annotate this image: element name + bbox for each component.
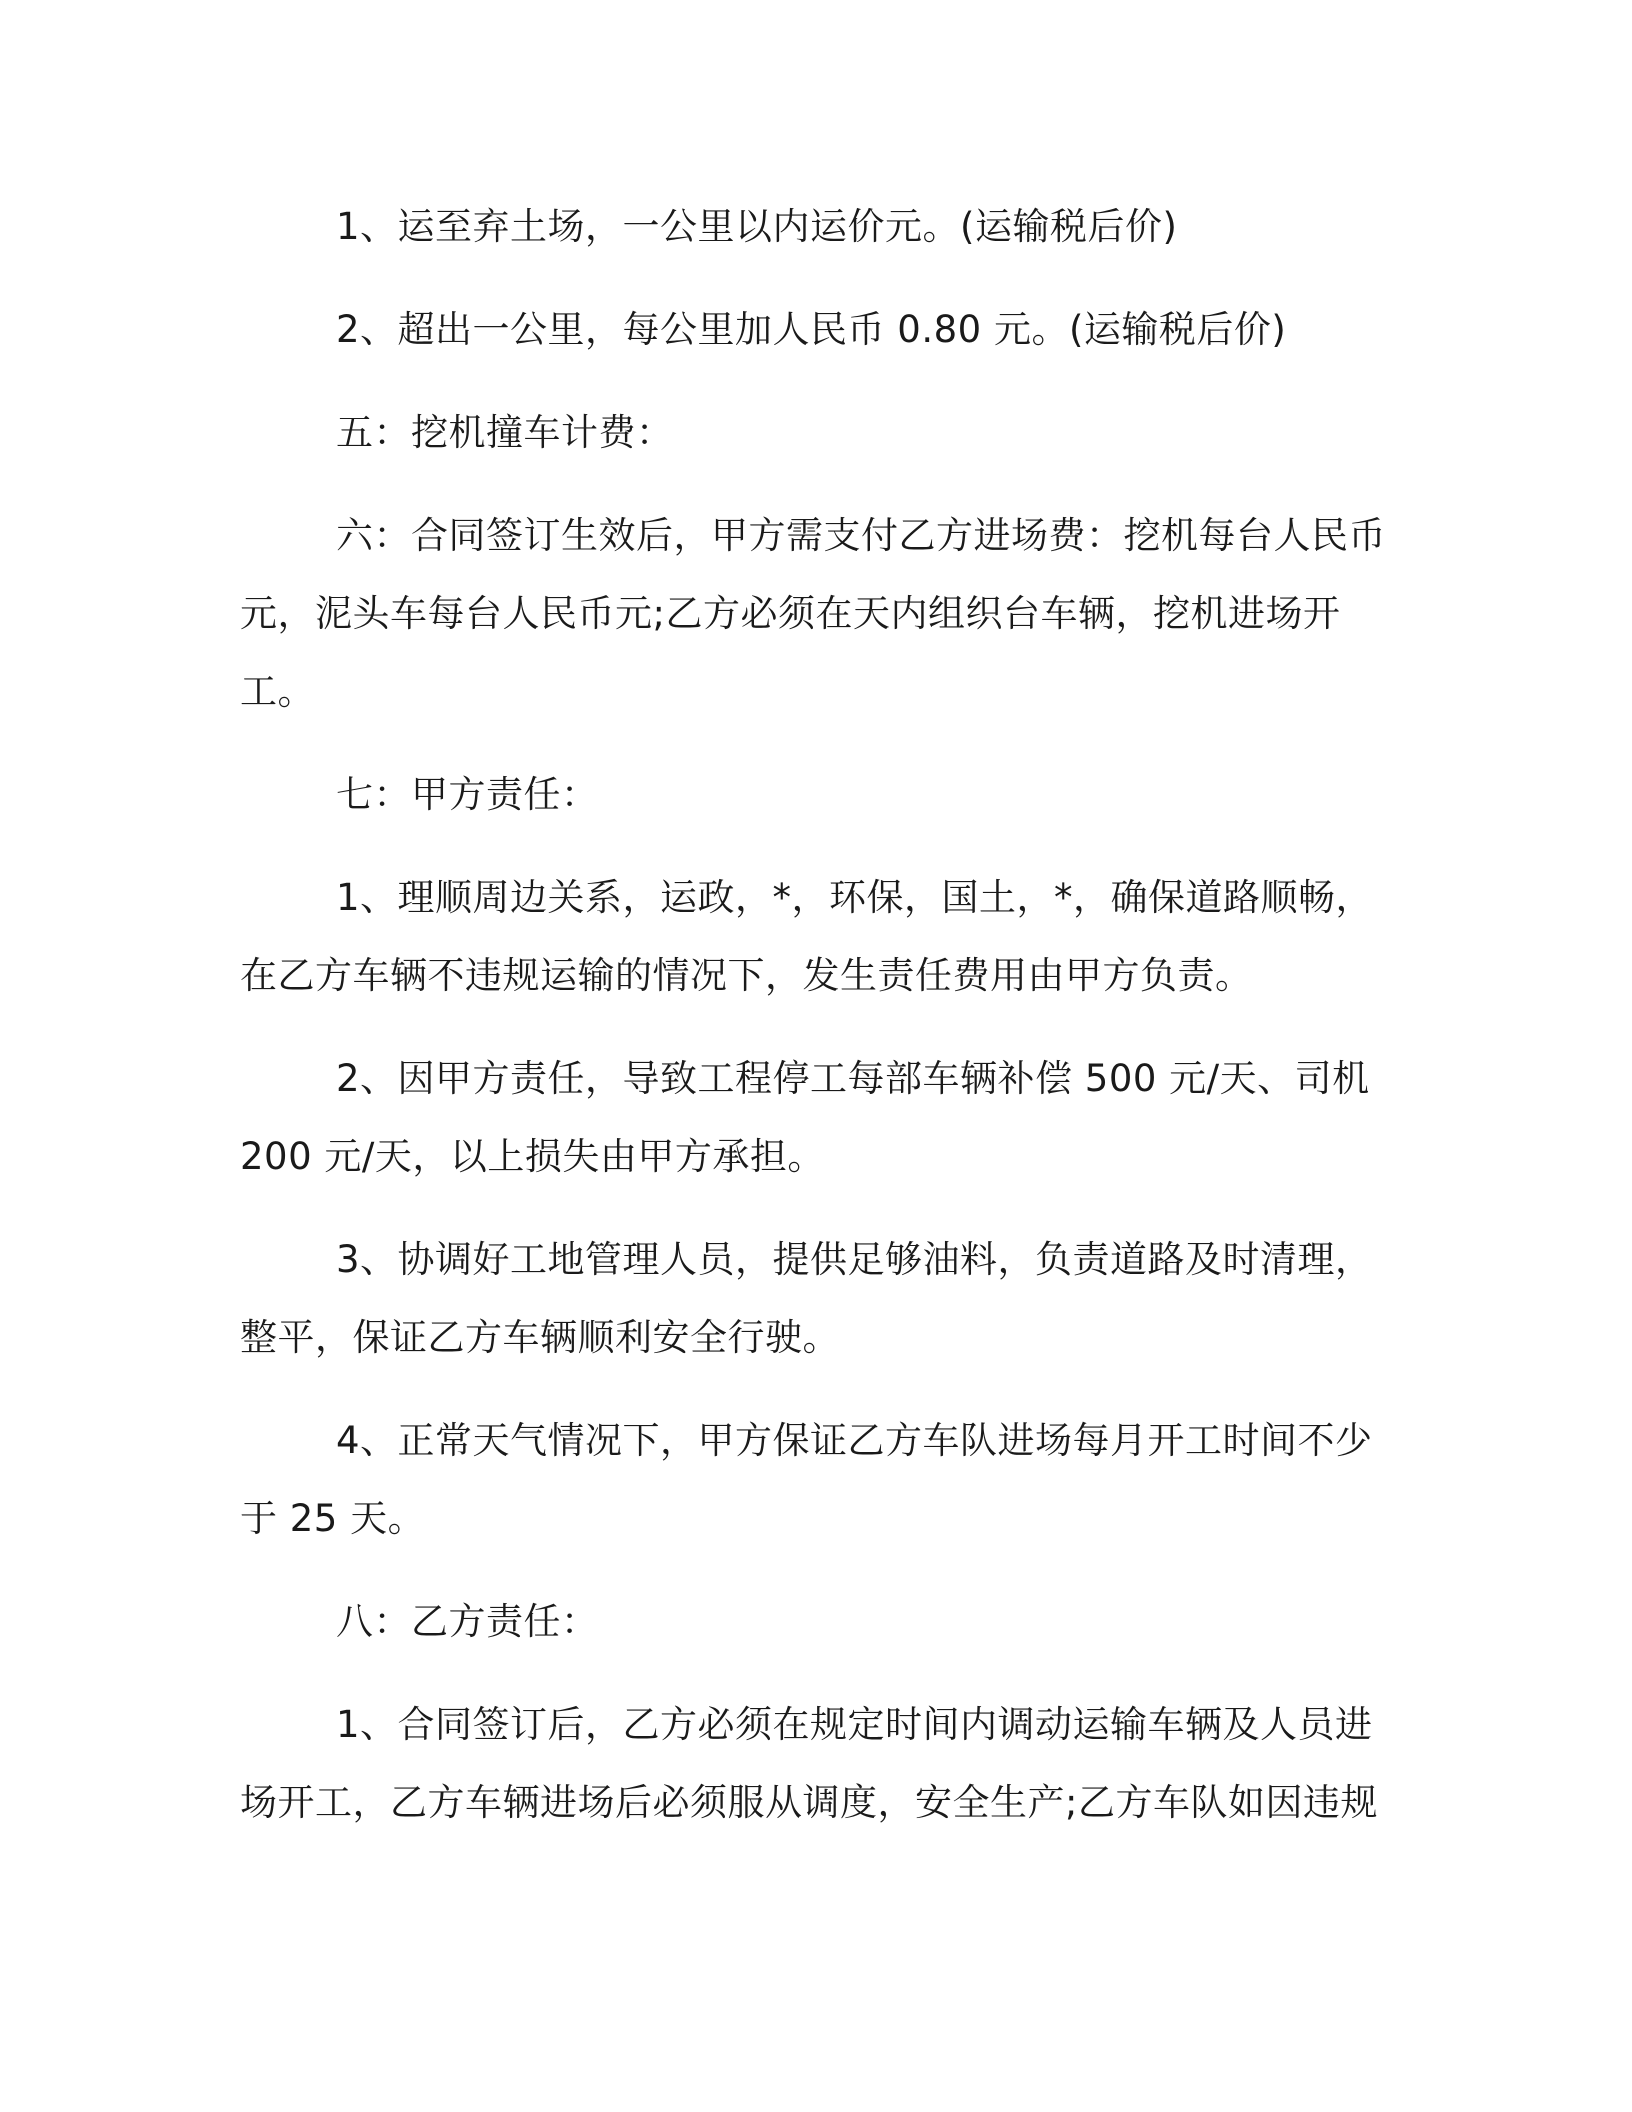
section-5-heading: 五：挖机撞车计费： — [336, 411, 674, 454]
party-a-duty-1: 1、理顺周边关系，运政，*，环保，国土，*，确保道路顺畅，在乙方车辆不违规运输的情况下，发生责任费用由甲方负责。 — [240, 876, 1374, 997]
document-body — [240, 188, 1390, 1842]
section-6-entry-fee: 六：合同签订生效后，甲方需支付乙方进场费：挖机每台人民币元，泥头车每台人民币元;乙方必须在天内组织台车辆，挖机进场开工。 — [240, 514, 1386, 713]
clause-2-extra-distance: 2、超出一公里，每公里加人民币 0.80 元。(运输税后价) — [336, 308, 1287, 351]
party-a-duty-4: 4、正常天气情况下，甲方保证乙方车队进场每月开工时间不少于 25 天。 — [240, 1419, 1373, 1540]
party-a-duty-2: 2、因甲方责任，导致工程停工每部车辆补偿 500 元/天、司机 200 元/天，以上损失由甲方承担。 — [240, 1057, 1382, 1178]
party-b-duty-1: 1、合同签订后，乙方必须在规定时间内调动运输车辆及人员进场开工，乙方车辆进场后必须服从调度，安全生产;乙方车队如因违规 — [240, 1703, 1378, 1824]
section-8-heading: 八：乙方责任： — [336, 1600, 599, 1643]
party-a-duty-3: 3、协调好工地管理人员，提供足够油料，负责道路及时清理，整平，保证乙方车辆顺利安全行驶。 — [240, 1238, 1373, 1359]
clause-1-transport-price: 1、运至弃土场，一公里以内运价元。(运输税后价) — [336, 205, 1178, 248]
section-7-heading: 七：甲方责任： — [336, 773, 599, 816]
